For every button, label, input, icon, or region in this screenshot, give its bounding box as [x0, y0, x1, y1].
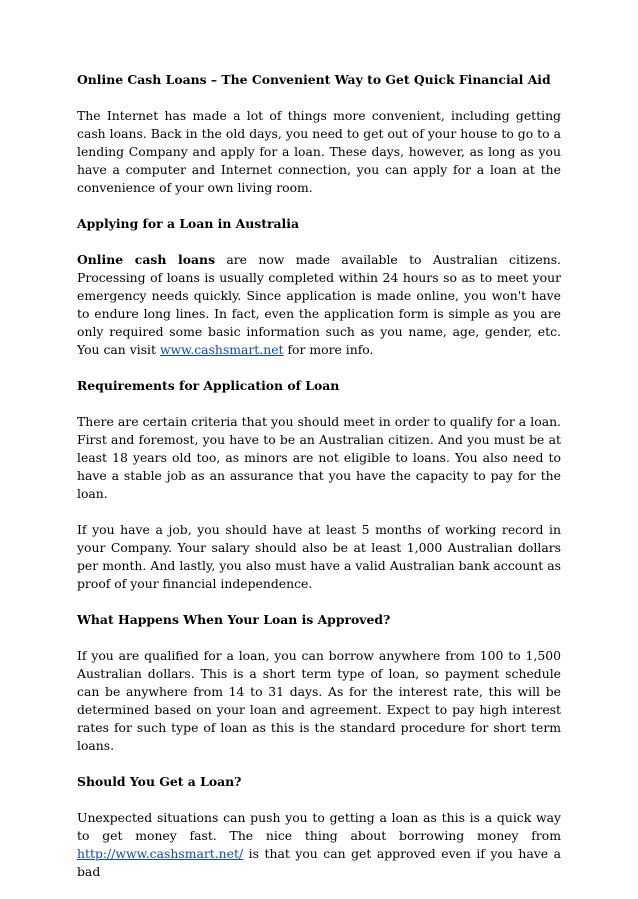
section-heading-should-get-loan: Should You Get a Loan?: [77, 774, 242, 789]
requirements-paragraph-2: If you have a job, you should have at least 5 months of working record in your Company. Your salary should also be at least 1,000 Australian dollars per month. And lastly, you also must have a valid Australian bank account as proof of your financial independence.: [77, 522, 561, 591]
requirements-paragraph-1: There are certain criteria that you should meet in order to qualify for a loan. First and foremost, you have to be an Australian citizen. And you must be at least 18 years old too, as minors are not eligible to loans. You also need to have a stable job as an assurance that you have the capacity to pay for the loan.: [77, 414, 561, 501]
should-get-loan-text: Unexpected situations can push you to getting a loan as this is a quick way to get money fast. The nice thing about borrowing money from: [77, 810, 561, 843]
should-get-loan-paragraph: [77, 809, 561, 881]
section-heading-applying: Applying for a Loan in Australia: [77, 216, 299, 231]
document-page: [77, 71, 561, 899]
applying-paragraph: [77, 251, 561, 359]
section-heading-approved: What Happens When Your Loan is Approved?: [77, 612, 391, 627]
section-heading-requirements: Requirements for Application of Loan: [77, 378, 340, 393]
online-cash-loans-bold: Online cash loans: [77, 252, 216, 267]
intro-paragraph: The Internet has made a lot of things more convenient, including getting cash loans. Back in the old days, you need to get out of your house to go to a lending Company and apply for a loan. These days, however, as long as you have a computer and Internet connection, you can apply for a loan at the convenience of your own living room.: [77, 108, 561, 195]
document-title: Online Cash Loans – The Convenient Way to Get Quick Financial Aid: [77, 72, 551, 87]
cashsmart-link[interactable]: www.cashsmart.net: [159, 342, 284, 357]
approved-paragraph: If you are qualified for a loan, you can borrow anywhere from 100 to 1,500 Australian dollars. This is a short term type of loan, so payment schedule can be anywhere from 14 to 31 days. As for the interest rate, this will be determined based on your loan and agreement. Expect to pay high interest rates for such type of loan as this is the standard procedure for short term loans.: [77, 648, 561, 753]
applying-text: are now made available to Australian citizens. Processing of loans is usually completed within 24 hours so as to meet your emergency needs quickly. Since application is made online, you won't have to endure long lines. In fact, even the application form is simple as you are only required some basic information such as you name, age, gender, etc. You can visit: [77, 252, 561, 357]
should-get-loan-tail: is that you can get approved even if you have a bad: [77, 846, 561, 879]
cashsmart-url-link[interactable]: http://www.cashsmart.net/: [77, 846, 244, 861]
applying-tail: for more info.: [283, 342, 374, 357]
